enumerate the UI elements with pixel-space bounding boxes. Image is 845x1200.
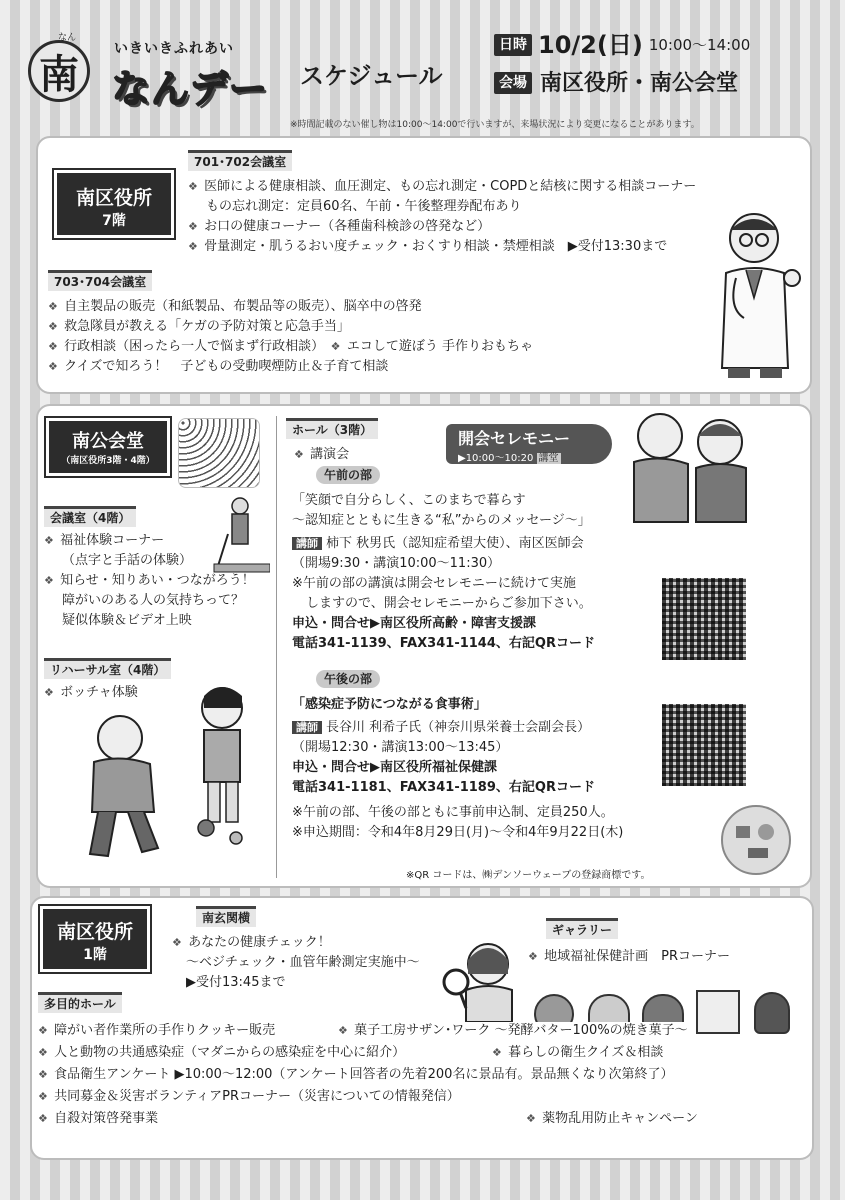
diamond-icon: ❖ [492,1046,502,1059]
diamond-icon: ❖ [38,1090,48,1103]
morning-title-2: 〜認知症とともに生きる“私”からのメッセージ〜」 [292,513,591,528]
list-item: ❖ クイズで知ろう！ 子どもの受動喫煙防止＆子育て相談 [48,359,389,374]
list-item: ❖ 行政相談（困ったら一人で悩まず行政相談） ❖ エコして遊ぼう 手作りおもちゃ [48,339,533,354]
diamond-icon: ❖ [38,1068,48,1081]
afternoon-session-details [292,696,623,841]
multipurpose-hall-right-1: ❖ 菓子工房サザン･ワーク 〜発酵バター100%の焼き菓子〜 [338,1023,688,1038]
diamond-icon: ❖ [338,1024,348,1037]
floor-label-public-hall [46,418,170,476]
diamond-icon: ❖ [172,936,182,949]
madeleine-icon [754,992,790,1034]
diamond-icon: ❖ [44,534,54,547]
gallery-list [528,948,730,965]
list-item: ❖ 地域福祉保健計画 PRコーナー [528,949,731,964]
lecture-label: ❖ 講演会 [294,447,350,462]
room-tag-703-704: 703･704会議室 [48,270,152,291]
afternoon-phone: 電話341-1181、FAX341-1189、右記QRコード [292,780,595,795]
list-item: ❖ 救急隊員が教える「ケガの予防対策と応急手当」 [48,319,350,334]
afternoon-speaker: 長谷川 利希子氏（神奈川県栄養士会副会長） [326,720,591,735]
registration-period: ※申込期間：令和4年8月29日(月)〜令和4年9月22日(木) [292,825,624,840]
diamond-icon: ❖ [48,300,58,313]
room-tag-gallery: ギャラリー [546,918,618,939]
diamond-icon: ❖ [44,574,54,587]
qr-trademark-note: ※QR コードは、㈱デンソーウェーブの登録商標です。 [406,870,651,881]
list-item: 疑似体験＆ビデオ上映 [62,613,192,628]
registration-note: ※午前の部、午後の部ともに事前申込制、定員250人。 [292,805,614,820]
list-item: ❖ 人と動物の共通感染症（マダニからの感染症を中心に紹介） [38,1045,406,1060]
list-item: ❖ 食品衛生アンケート ▶10:00〜12:00（アンケート回答者の先着200名に景品有。景品無くなり次第終了） [38,1067,674,1082]
morning-qr-code[interactable] [660,576,748,662]
ceremony-title: 開会セレモニー [458,429,571,448]
south-entrance-list [172,934,420,991]
morning-session-tag: 午前の部 [316,466,380,484]
list-item: ❖ 共同募金＆災害ボランティアPRコーナー（災害についての情報発信） [38,1089,460,1104]
floor-level: （南区役所3階・4階） [61,456,155,466]
morning-time: （開場9:30・講演10:00〜11:30） [292,556,501,571]
room-701-702-list [188,178,696,255]
list-item: 障がいのある人の気持ちって？ [62,593,245,608]
list-item: ❖ あなたの健康チェック！ [172,935,331,950]
diamond-icon: ❖ [48,320,58,333]
logo-title: なんデー [112,67,269,111]
doctor-illustration [714,208,804,383]
logo-subtitle: いきいきふれあい [114,41,234,57]
floor-7-panel [36,136,812,394]
logo-badge: 南 [28,40,90,102]
list-item: ❖ お口の健康コーナー（各種歯科検診の啓発など） [188,219,491,234]
diamond-icon: ❖ [44,686,54,699]
boccia-illustration [58,678,268,868]
morning-session-details [292,492,595,652]
diamond-icon: ❖ [38,1024,48,1037]
room-tag-multipurpose-hall: 多目的ホール [38,992,122,1013]
ceremony-time: ▶10:00〜10:20 [458,453,534,464]
opening-ceremony-banner [446,424,612,464]
list-item: ▶受付13:45まで [186,975,286,990]
gift-box-icon [696,990,740,1034]
diamond-icon: ❖ [48,340,58,353]
afternoon-contact: 申込・問合せ▶南区役所福祉保健課 [292,760,497,775]
room-tag-meeting-4f: 会議室（4階） [44,506,136,527]
list-item: ❖ 障がい者作業所の手作りクッキー販売 [38,1023,276,1038]
floor-name: 南区役所 [56,921,133,943]
floor-level: 1階 [83,947,107,963]
list-item: ❖ 知らせ・知りあい・つながろう！ [44,573,255,588]
list-item: ❖ 自主製品の販売（和紙製品、布製品等の販売）、脳卒中の啓発 [48,299,422,314]
header-note: ※時間記載のない催し物は10:00〜14:00で行いますが、来場状況により変更になることがあります。 [290,120,700,130]
floor-label-1f [40,906,150,972]
room-tag-hall-3f: ホール（3階） [286,418,378,439]
floor-name: 南公会堂 [72,431,144,452]
speaker-tag: 講師 [292,721,322,734]
time-value: 10:00〜14:00 [648,35,751,54]
list-item: 〜ベジチェック・血管年齢測定実施中〜 [186,955,420,970]
morning-note-1: ※午前の部の講演は開会セレモニーに続けて実施 [292,576,576,591]
list-item: （点字と手話の体験） [62,553,193,568]
list-item: もの忘れ測定：定員60名、午前・午後整理券配布あり [206,199,522,214]
food-plate-illustration [718,802,794,878]
diamond-icon: ❖ [38,1046,48,1059]
room-tag-rehearsal-4f: リハーサル室（4階） [44,658,171,679]
room-tag-south-entrance: 南玄関横 [196,906,256,927]
venue-value: 南区役所・南公会堂 [540,70,739,96]
event-logo [28,30,278,110]
list-item: ❖ 医師による健康相談、血圧測定、もの忘れ測定・COPDと結核に関する相談コーナー [188,179,697,194]
diamond-icon: ❖ [38,1112,48,1125]
senior-couple-illustration [620,406,770,524]
morning-speaker: 柿下 秋男氏（認知症希望大使）、南区医師会 [326,536,584,551]
public-hall-panel [36,404,812,888]
venue-tag: 会場 [494,72,532,94]
floor-1-panel [30,896,814,1160]
braille-illustration [178,418,260,488]
date-tag: 日時 [494,34,532,56]
morning-note-2: しますので、開会セレモニーからご参加下さい。 [306,596,592,611]
diamond-icon: ❖ [294,448,304,461]
diamond-icon: ❖ [48,360,58,373]
date-value: 10/2(日) [538,30,643,59]
date-line [494,30,751,59]
column-divider [276,416,277,878]
afternoon-time: （開場12:30・講演13:00〜13:45） [292,740,509,755]
diamond-icon: ❖ [330,340,341,353]
room-tag-701-702: 701･702会議室 [188,150,292,171]
diamond-icon: ❖ [528,950,538,963]
diamond-icon: ❖ [188,180,198,193]
floor-name: 南区役所 [75,187,152,209]
floor-label-7f [54,170,174,238]
schedule-title: スケジュール [300,62,443,90]
blind-walker-illustration [206,494,270,574]
list-item: ❖ 福祉体験コーナー [44,533,165,548]
diamond-icon: ❖ [526,1112,536,1125]
floor-level: 7階 [102,213,126,229]
morning-title-1: 「笑顔で自分らしく、このまちで暮らす [292,493,526,508]
afternoon-title: 「感染症予防につながる食事術」 [292,697,487,712]
speaker-tag: 講師 [292,537,322,550]
woman-magnifier-illustration [440,934,520,1022]
diamond-icon: ❖ [188,220,198,233]
logo-ruby: なん [58,33,77,43]
venue-line [494,72,738,94]
multipurpose-hall-right-3: ❖ 薬物乱用防止キャンペーン [526,1111,698,1126]
morning-contact: 申込・問合せ▶南区役所高齢・障害支援課 [292,616,536,631]
list-item: ❖ 自殺対策啓発事業 [38,1111,159,1126]
diamond-icon: ❖ [188,240,198,253]
multipurpose-hall-right-2: ❖ 暮らしの衛生クイズ＆相談 [492,1045,664,1060]
afternoon-qr-code[interactable] [660,702,748,788]
list-item: ❖ ボッチャ体験 [44,685,138,700]
list-item: ❖ 骨量測定・肌うるおい度チェック・おくすり相談・禁煙相談 ▶受付13:30まで [188,239,668,254]
afternoon-session-tag: 午後の部 [316,670,380,688]
ceremony-place: 講堂 [538,453,559,464]
morning-phone: 電話341-1139、FAX341-1144、右記QRコード [292,636,595,651]
room-703-704-list [48,298,533,375]
